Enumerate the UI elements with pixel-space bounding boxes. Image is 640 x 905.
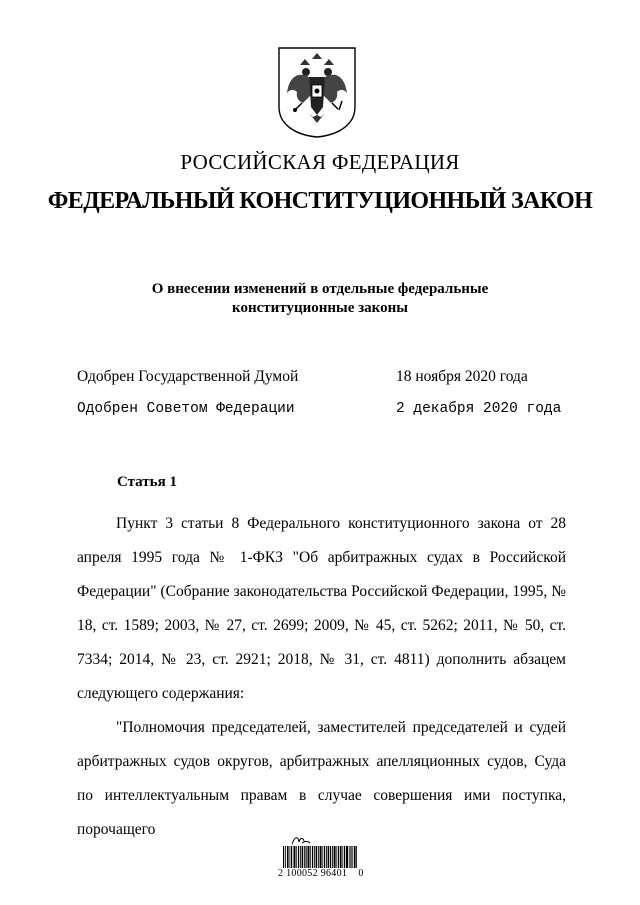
approval-federation-council-label: Одобрен Советом Федерации [77,401,295,417]
approval-federation-council-date: 2 декабря 2020 года [396,401,562,417]
initials-mark [290,834,312,846]
approval-duma-label: Одобрен Государственной Думой [77,368,299,385]
barcode-number: 2 100052 96401 0 [278,868,364,879]
law-type-heading: ФЕДЕРАЛЬНЫЙ КОНСТИТУЦИОННЫЙ ЗАКОН [47,188,593,214]
article-body [77,507,566,847]
country-name: РОССИЙСКАЯ ФЕДЕРАЦИЯ [180,150,460,174]
state-emblem [276,45,358,139]
law-title-line-1: О внесении изменений в отдельные федеральные [151,281,489,297]
article-paragraph-1: Пункт 3 статьи 8 Федерального конституционного закона от 28 апреля 1995 года № 1-ФКЗ "Об арбитражных судах в Российской Федерации" (Собрание законодательства Российской Федерации, 1995, № 18, ст. 1589; 2003, № 27, ст. 2699; 2009, № 45, ст. 5262; 2011, № 50, ст. 7334; 2014, № 23, ст. 2921; 2018, № 31, ст. 4811) дополнить абзацем следующего содержания: [77,515,566,702]
article-paragraph-2: "Полномочия председателей, заместителей председателей и судей арбитражных судов округов, арбитражных апелляционных судов, Суда по интеллектуальным правам в случае совершения ими поступка, порочащего [77,719,566,838]
approval-duma-date: 18 ноября 2020 года [396,368,528,385]
law-title [100,280,540,318]
russian-double-headed-eagle-icon [276,45,358,139]
article-heading: Статья 1 [117,474,177,490]
law-title-line-2: конституционные законы [232,300,408,316]
barcode-icon [283,846,357,868]
